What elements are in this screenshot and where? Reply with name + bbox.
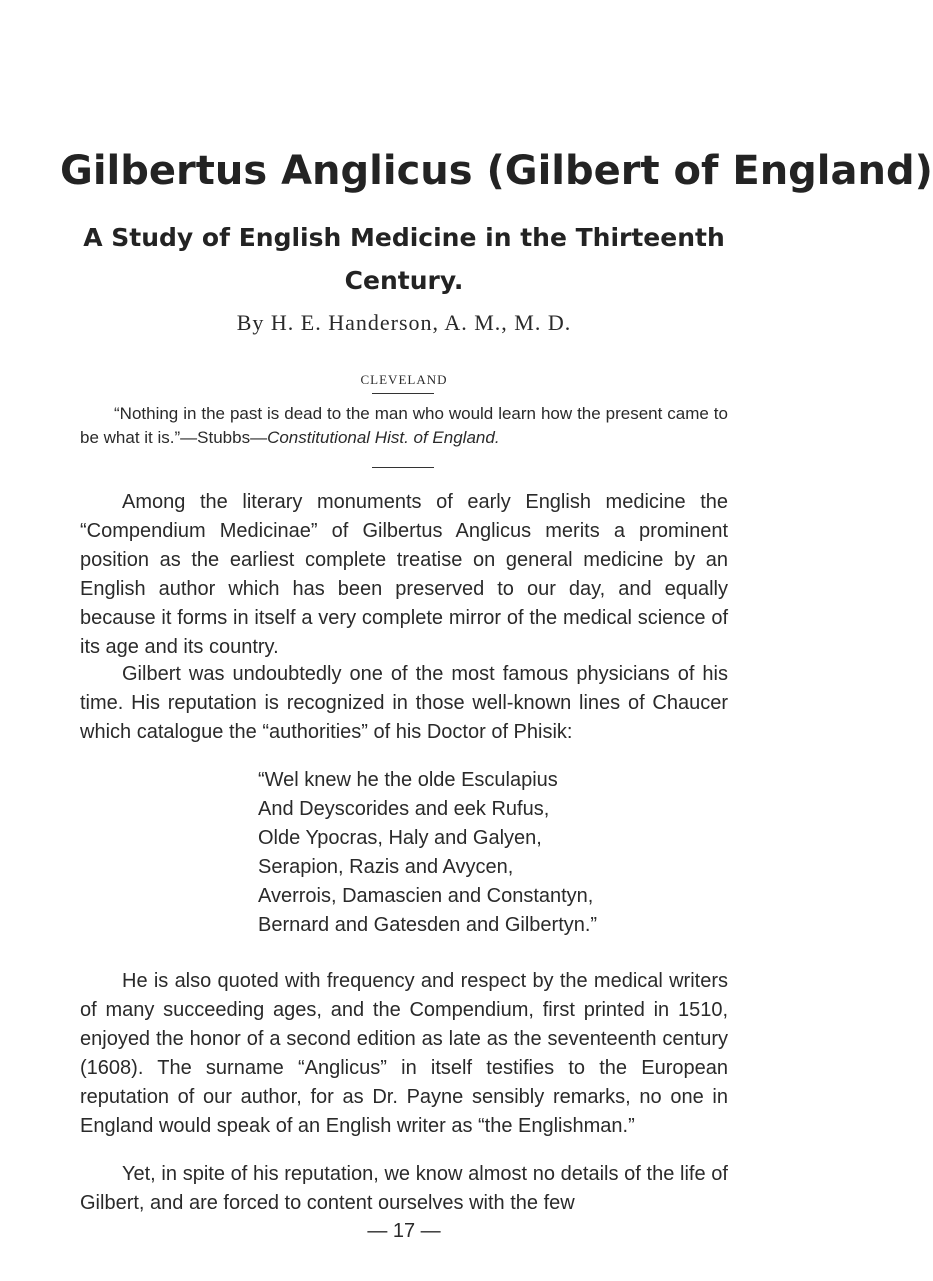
byline-prefix: By bbox=[236, 310, 265, 335]
verse-line: Bernard and Gatesden and Gilbertyn.” bbox=[258, 914, 598, 936]
verse-line: “Wel knew he the olde Esculapius bbox=[258, 769, 558, 791]
epigraph-source: Constitutional Hist. of England. bbox=[267, 428, 500, 447]
verse-line: Serapion, Razis and Avycen, bbox=[258, 856, 514, 878]
paragraph-4: Yet, in spite of his reputation, we know almost no details of the life of Gilbert, and are forced to content ourselves with the few bbox=[80, 1163, 728, 1214]
author-byline bbox=[80, 310, 728, 336]
verse-line: Averrois, Damascien and Constantyn, bbox=[258, 885, 594, 907]
verse-line: And Deyscorides and eek Rufus, bbox=[258, 798, 550, 820]
epigraph-quote: “Nothing in the past is dead to the man who would learn how the present came to be what it is.”—Stubbs— bbox=[80, 404, 728, 447]
paragraph-3: He is also quoted with frequency and respect by the medical writers of many succeeding ages, and the Compendium, first printed in 1510, enjoyed the honor of a second edition as late as the seventeenth century (1608). The surname “Anglicus” in itself testifies to the European reputation of our author, for as Dr. Payne sensibly remarks, no one in England would speak of an English writer as “the Englishman.” bbox=[80, 970, 728, 1137]
paragraph-2: Gilbert was undoubtedly one of the most famous physicians of his time. His reputation is recognized in those well-known lines of Chaucer which catalogue the “authorities” of his Doctor of Phisik: bbox=[80, 663, 728, 743]
article-subtitle: A Study of English Medicine in the Thirteenth Century. bbox=[83, 223, 725, 295]
document-page bbox=[60, 0, 933, 1281]
article-title: Gilbertus Anglicus (Gilbert of England) bbox=[60, 148, 933, 194]
divider-rule-top bbox=[372, 393, 434, 394]
epigraph bbox=[80, 402, 728, 450]
byline-author: H. E. Handerson, A. M., M. D. bbox=[270, 310, 572, 335]
divider-rule-bottom bbox=[372, 467, 434, 468]
paragraph-1: Among the literary monuments of early English medicine the “Compendium Medicinae” of Gilbertus Anglicus merits a prominent position as the earliest complete treatise on general medicine by an English author which has been preserved to our day, and equally because it forms in itself a very complete mirror of the medical science of its age and its country. bbox=[80, 491, 728, 658]
verse-line: Olde Ypocras, Haly and Galyen, bbox=[258, 827, 542, 849]
author-location: CLEVELAND bbox=[360, 372, 448, 387]
page-number: — 17 — bbox=[367, 1220, 441, 1242]
chaucer-verse bbox=[258, 766, 698, 940]
